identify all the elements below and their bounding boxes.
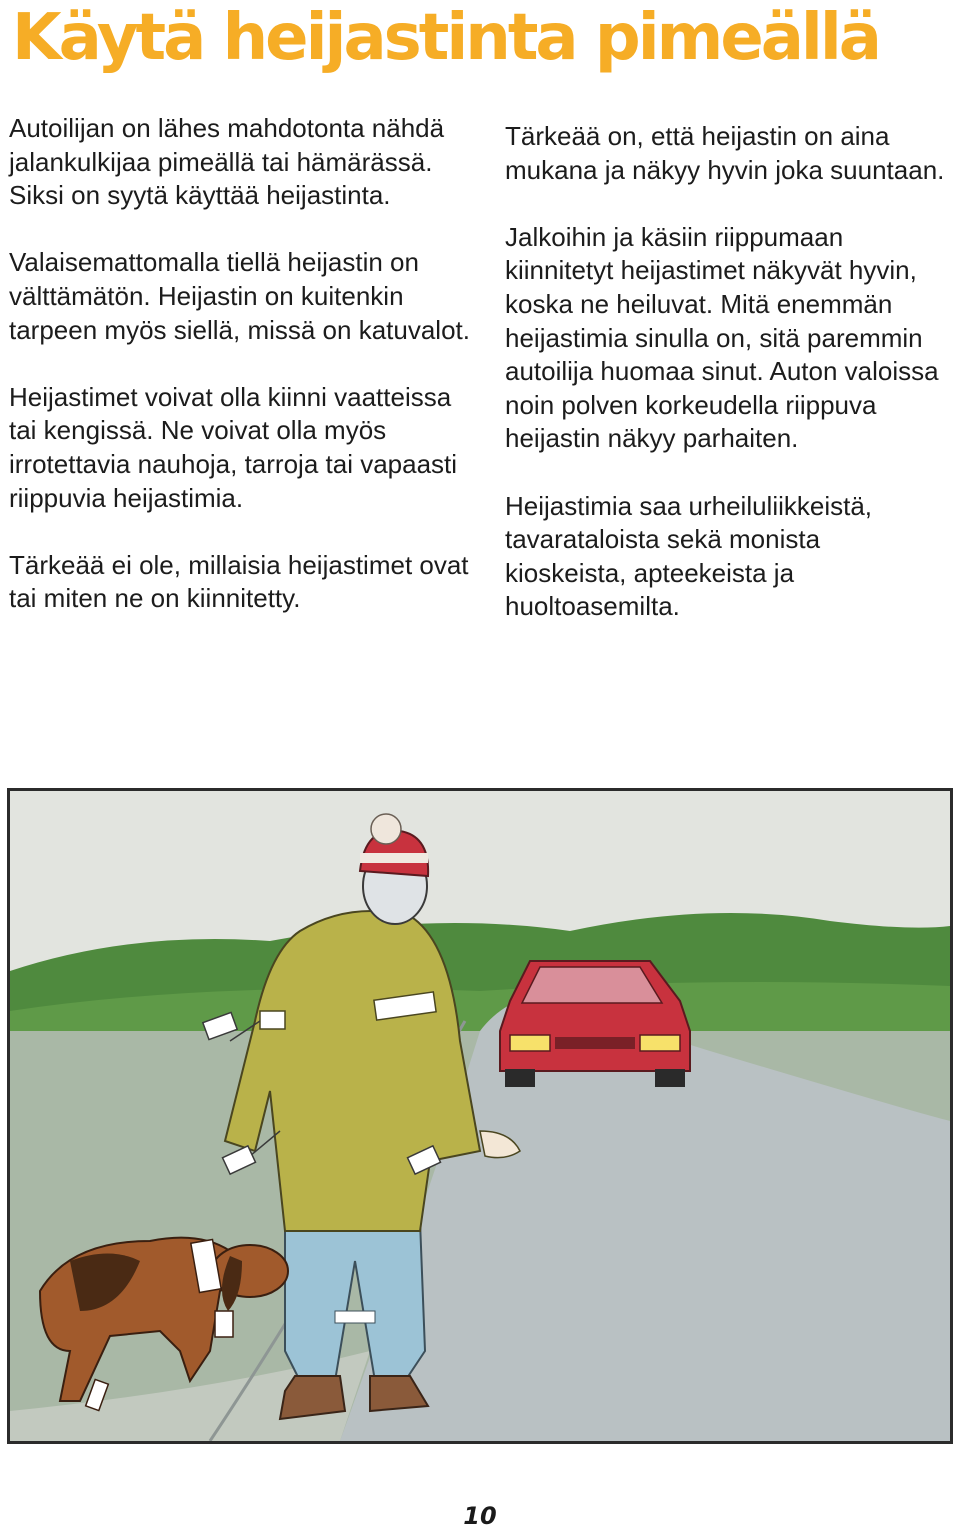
left-text-column [9, 112, 479, 650]
pompom [371, 814, 401, 844]
pedestrian-illustration [7, 788, 953, 1444]
paragraph: Heijastimia saa urheiluliikkeistä, tavarataloista sekä monista kioskeista, apteekeista ja huoltoasemilta. [505, 490, 873, 622]
paragraph: Autoilijan on lähes mahdotonta nähdä jalankulkijaa pimeällä tai hämärässä. Siksi on syytä käyttää heijastinta. [9, 113, 445, 211]
paragraph: Tärkeää ei ole, millaisia heijastimet ovat tai miten ne on kiinnitetty. [9, 549, 469, 614]
page-number: 10 [463, 1502, 497, 1530]
right-text-column [505, 120, 945, 658]
paragraph: Heijastimet voivat olla kiinni vaatteissa tai kengissä. Ne voivat olla myös irrotettavia nauhoja, tarroja tai vapaasti riippuvia heijastimia. [9, 381, 458, 513]
page-title: Käytä heijastinta pimeällä [12, 1, 879, 75]
paragraph: Valaisemattomalla tiellä heijastin on välttämätön. Heijastin on kuitenkin tarpeen myös siellä, missä on katuvalot. [9, 247, 470, 345]
paragraph: Jalkoihin ja käsiin riippumaan kiinnitetyt heijastimet näkyvät hyvin, koska ne heiluvat. Mitä enemmän heijastimia sinulla on, sitä paremmin autoilija huomaa sinut. Auton valoissa noin polven korkeudella riippuva heijastin näkyy parhaiten. [505, 221, 939, 454]
paragraph: Tärkeää on, että heijastin on aina mukana ja näkyy hyvin joka suuntaan. [505, 121, 945, 185]
car [500, 961, 690, 1087]
